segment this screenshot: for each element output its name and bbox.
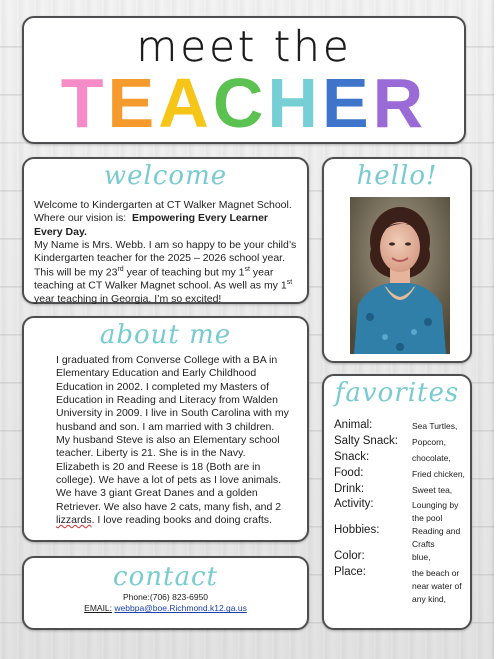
welcome-paragraph: My Name is Mrs. Webb. I am so happy to be your child’s Kindergarten teacher for the 2025 – 2026 school year. This will be my 23 (34, 238, 297, 279)
favorite-value: Fried chicken, (412, 469, 465, 479)
hello-title: hello! (356, 161, 438, 191)
teacher-letter: E (321, 64, 373, 142)
favorite-label: Place: (334, 566, 366, 578)
about-paragraph-end: . I love reading books and doing crafts. (91, 513, 272, 526)
teacher-letter: T (60, 64, 108, 142)
teacher-letter: E (107, 64, 159, 142)
favorite-label: Drink: (334, 483, 365, 495)
email-link[interactable]: webbpa@boe.Richmond.k12.ga.us (114, 603, 247, 614)
teacher-letter: R (372, 64, 428, 142)
favorite-value: blue, (412, 552, 431, 562)
favorite-value: Lounging by the pool (412, 500, 459, 523)
favorite-value: Sea Turtles, (412, 421, 458, 431)
email-line (24, 603, 307, 614)
ordinal-suffix: rd (117, 265, 124, 273)
about-me-card (22, 316, 309, 542)
favorite-value: Popcorn, (412, 437, 447, 447)
welcome-text (24, 193, 307, 307)
welcome-paragraph: year teaching at CT Walker Magnet school. As well as my 1 (34, 266, 287, 292)
ordinal-suffix: st (244, 265, 250, 273)
header-banner (22, 16, 466, 144)
hello-card (322, 157, 472, 363)
misspelled-word: lizzards (56, 513, 92, 526)
favorite-label: Activity: (334, 498, 374, 510)
favorite-value: Sweet tea, (412, 485, 453, 495)
favorites-title: favorites (334, 378, 460, 408)
welcome-card (22, 157, 309, 304)
teacher-photo (350, 197, 450, 354)
welcome-paragraph: year teaching in Georgia. I’m so excited! (34, 293, 222, 306)
favorite-label: Snack: (334, 451, 370, 463)
favorite-label: Hobbies: (334, 524, 380, 536)
welcome-intro: Welcome to Kindergarten at CT Walker Magnet School. (34, 199, 292, 211)
favorite-label: Food: (334, 467, 364, 479)
teacher-portrait-image (350, 197, 450, 354)
favorite-value: chocolate, (412, 453, 451, 463)
ordinal-suffix: st (286, 279, 293, 287)
favorites-card (322, 374, 472, 630)
meet-the-heading: meet the (136, 22, 352, 71)
contact-card (22, 556, 309, 630)
teacher-heading (24, 64, 464, 142)
favorite-value: the beach or near water of any kind, (412, 568, 462, 604)
page-edge (494, 0, 500, 659)
about-me-title: about me (99, 320, 232, 350)
favorite-label: Salty Snack: (334, 435, 398, 447)
about-me-text (24, 352, 307, 527)
about-paragraph: I graduated from Converse College with a BA in Elementary Education and Early Childhood Education in 2002. I completed my Masters of Education in Reading and Literacy from Walden University in 2009. I live in South Carolina with my husband and son. I am married with 3 children. My husband Steve is also an Elementary school teacher. Liberty is 21. She is in the Navy. Elizabeth is 20 and Reese is 18 (Both are in college). We have a lot of pets as I love animals. We have 3 giant Great Danes and a golden Retriever. We also have 2 cats, many fish, and 2 (56, 354, 289, 513)
favorite-label: Color: (334, 550, 365, 562)
teacher-letter: H (267, 64, 322, 142)
welcome-title: welcome (103, 161, 228, 191)
vision-statement: Empowering Every Learner Every Day. (34, 212, 269, 238)
phone-number: Phone:(706) 823-6950 (122, 592, 209, 602)
welcome-paragraph: year of teaching but my 1 (123, 266, 245, 279)
teacher-letter: C (212, 64, 268, 142)
favorite-label: Animal: (334, 419, 373, 431)
email-label: EMAIL: (84, 603, 113, 614)
vision-label: Where our vision is: (34, 212, 127, 225)
teacher-letter: A (158, 64, 213, 142)
favorite-value: Reading and Crafts (412, 526, 461, 549)
contact-title: contact (113, 562, 218, 592)
